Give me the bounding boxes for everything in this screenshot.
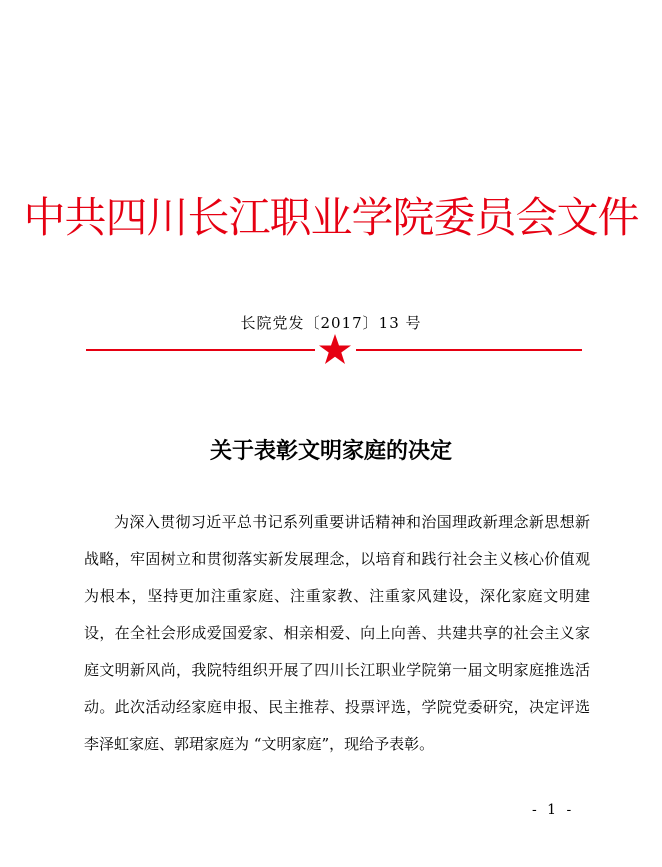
red-divider-left xyxy=(86,349,315,351)
page-number: - 1 - xyxy=(532,802,575,818)
issuer-red-header: 中共四川长江职业学院委员会文件 xyxy=(23,193,639,242)
red-star-icon xyxy=(318,333,352,365)
document-number: 长院党发〔2017〕13 号 xyxy=(240,314,422,332)
red-divider-right xyxy=(356,349,582,351)
document-subject-title: 关于表彰文明家庭的决定 xyxy=(209,439,452,464)
star-shape xyxy=(319,334,351,364)
body-paragraph: 为深入贯彻习近平总书记系列重要讲话精神和治国理政新理念新思想新战略，牢固树立和贯彻落实新发展理念，以培育和践行社会主义核心价值观为根本，坚持更加注重家庭、注重家教、注重家风建设，深化家庭文明建设，在全社会形成爱国爱家、相亲相爱、向上向善、共建共享的社会主义家庭文明新风尚，我院特组织开展了四川长江职业学院第一届文明家庭推选活动。此次活动经家庭申报、民主推荐、投票评选，学院党委研究，决定评选李泽虹家庭、郭珺家庭为 “文明家庭”，现给予表彰。 xyxy=(84,513,590,753)
